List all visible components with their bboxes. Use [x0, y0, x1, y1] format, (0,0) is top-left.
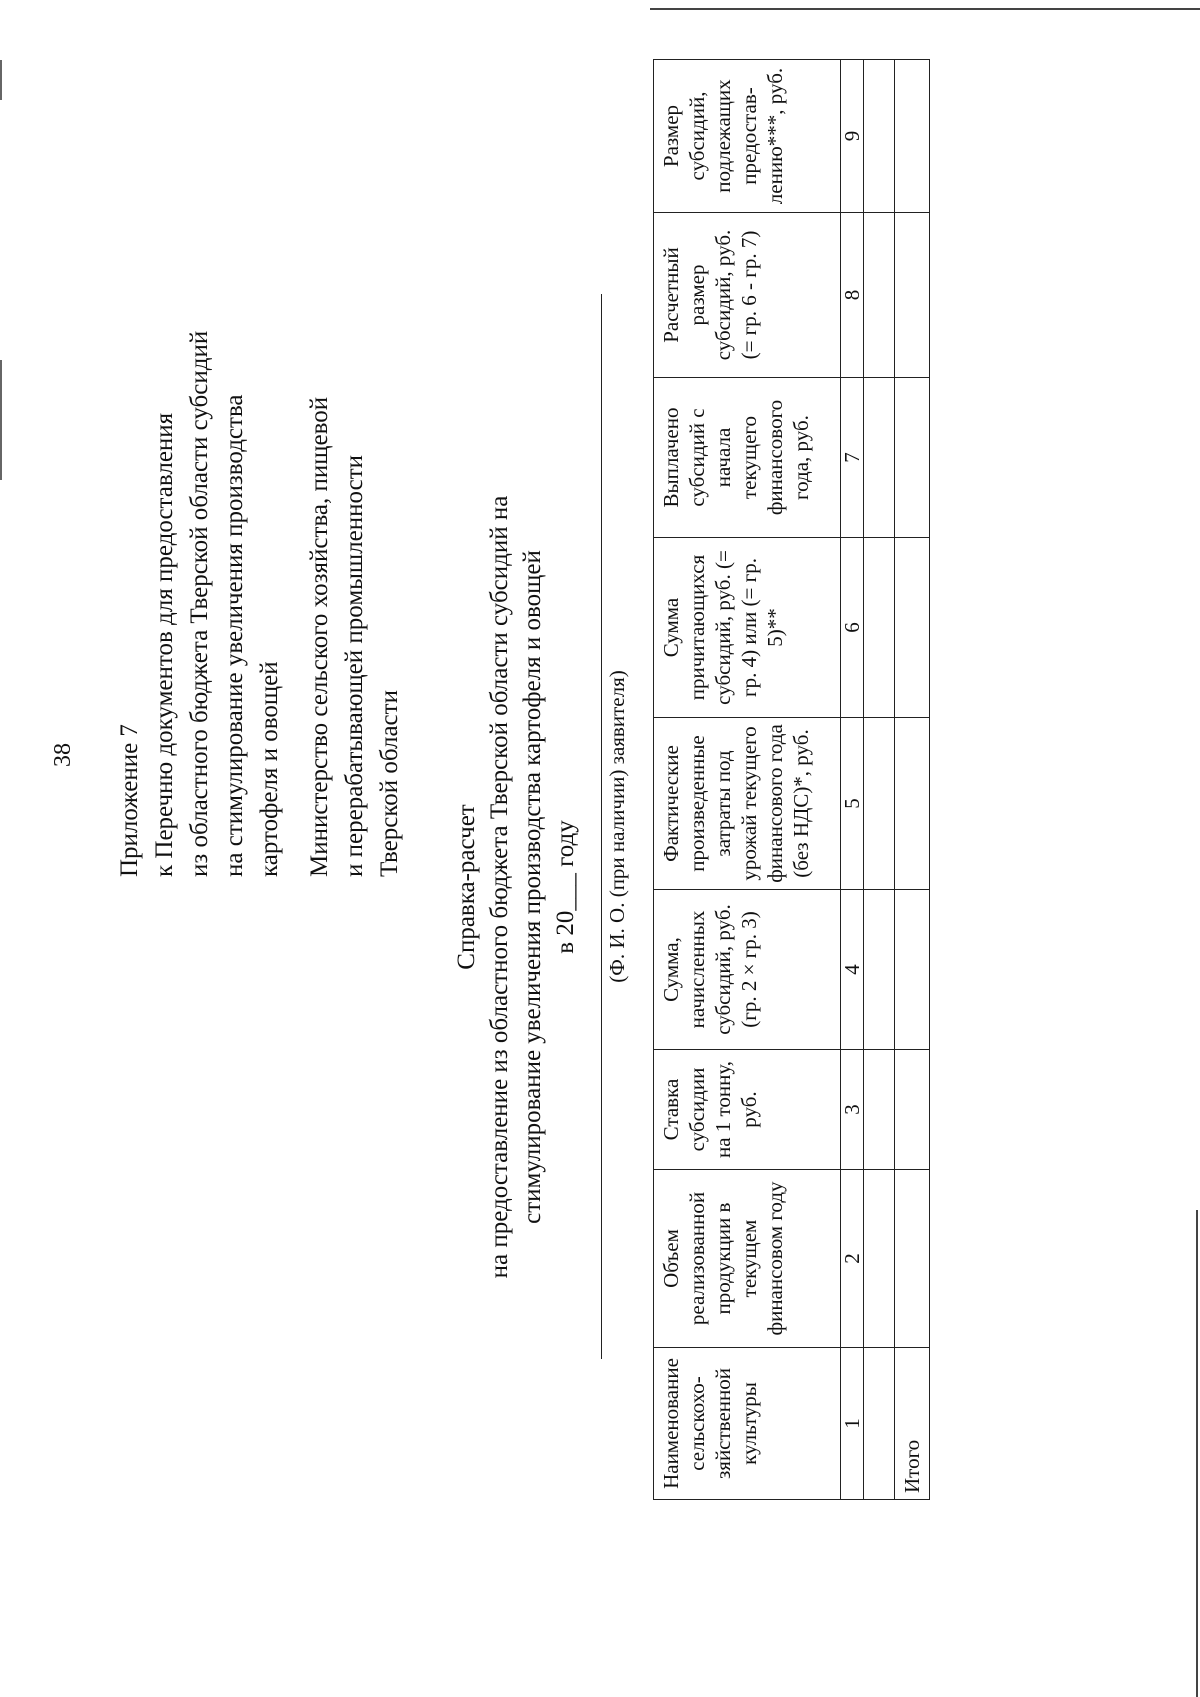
column-number: 6 — [841, 538, 864, 718]
appendix-reference — [112, 331, 287, 877]
column-header: Выплачено субсидий с начала текущего финансового года, руб. — [654, 378, 841, 538]
table-cell — [864, 1348, 895, 1500]
page-number: 38 — [50, 743, 76, 767]
table-cell — [895, 538, 930, 718]
column-header: Объем реализованной продукции в текущем финансовом году — [654, 1170, 841, 1348]
table-cell — [895, 378, 930, 538]
applicant-caption: (Ф. И. О. (при наличии) заявителя) — [605, 670, 629, 983]
column-header: Фактические произведенные затраты под урожай текущего финансового года (без НДС)*, руб. — [654, 718, 841, 890]
column-header: Расчетный размер субсидий, руб. (= гр. 6 - гр. 7) — [654, 213, 841, 378]
column-header: Сумма, начисленных субсидий, руб. (гр. 2 × гр. 3) — [654, 890, 841, 1050]
appendix-line: из областного бюджета Тверской области субсидий — [186, 330, 213, 877]
table-cell — [864, 538, 895, 718]
column-number: 7 — [841, 378, 864, 538]
table-header-row — [654, 60, 841, 1500]
table-row — [864, 60, 895, 1500]
total-label: Итого — [895, 1348, 930, 1500]
title-line: на предоставление из областного бюджета Тверской области субсидий на — [486, 495, 513, 1279]
column-number: 8 — [841, 213, 864, 378]
calculation-table — [653, 59, 930, 1500]
table-cell — [864, 1170, 895, 1348]
table-cell — [895, 1050, 930, 1170]
ministry-line: Тверской области — [376, 690, 403, 877]
column-header: Наименование сельскохо-зяйственной культуры — [654, 1348, 841, 1500]
table-cell — [864, 213, 895, 378]
table-cell — [864, 890, 895, 1050]
column-number: 1 — [841, 1348, 864, 1500]
column-number: 3 — [841, 1050, 864, 1170]
column-number: 5 — [841, 718, 864, 890]
appendix-line: к Перечню документов для предоставления — [151, 412, 178, 877]
table-cell — [864, 1050, 895, 1170]
table-cell — [895, 60, 930, 213]
column-number: 4 — [841, 890, 864, 1050]
document-title — [450, 437, 582, 1337]
column-number: 2 — [841, 1170, 864, 1348]
table-cell — [864, 378, 895, 538]
title-line: Справка-расчет — [453, 804, 480, 970]
title-line: в 20___ году — [552, 820, 579, 954]
column-header: Размер субсидий, подлежащих предостав-лению***, руб. — [654, 60, 841, 213]
table-cell — [895, 213, 930, 378]
table-cell — [895, 718, 930, 890]
addressee-ministry — [302, 397, 407, 877]
total-row — [895, 60, 930, 1500]
appendix-line: Приложение 7 — [116, 724, 143, 877]
table-cell — [895, 1170, 930, 1348]
table-cell — [864, 718, 895, 890]
table-cell — [895, 890, 930, 1050]
appendix-line: на стимулирование увеличения производства — [221, 394, 248, 877]
ministry-line: Министерство сельского хозяйства, пищевой — [306, 396, 333, 877]
column-number-row — [841, 60, 864, 1500]
column-header: Сумма причитающихся субсидий, руб. (= гр. 4) или (= гр. 5)** — [654, 538, 841, 718]
applicant-name-line — [601, 294, 602, 1359]
ministry-line: и перерабатывающей промышленности — [341, 454, 368, 877]
table-cell — [864, 60, 895, 213]
appendix-line: картофеля и овощей — [256, 661, 283, 877]
title-line: стимулирование увеличения производства картофеля и овощей — [519, 550, 546, 1224]
column-number: 9 — [841, 60, 864, 213]
column-header: Ставка субсидии на 1 тонну, руб. — [654, 1050, 841, 1170]
